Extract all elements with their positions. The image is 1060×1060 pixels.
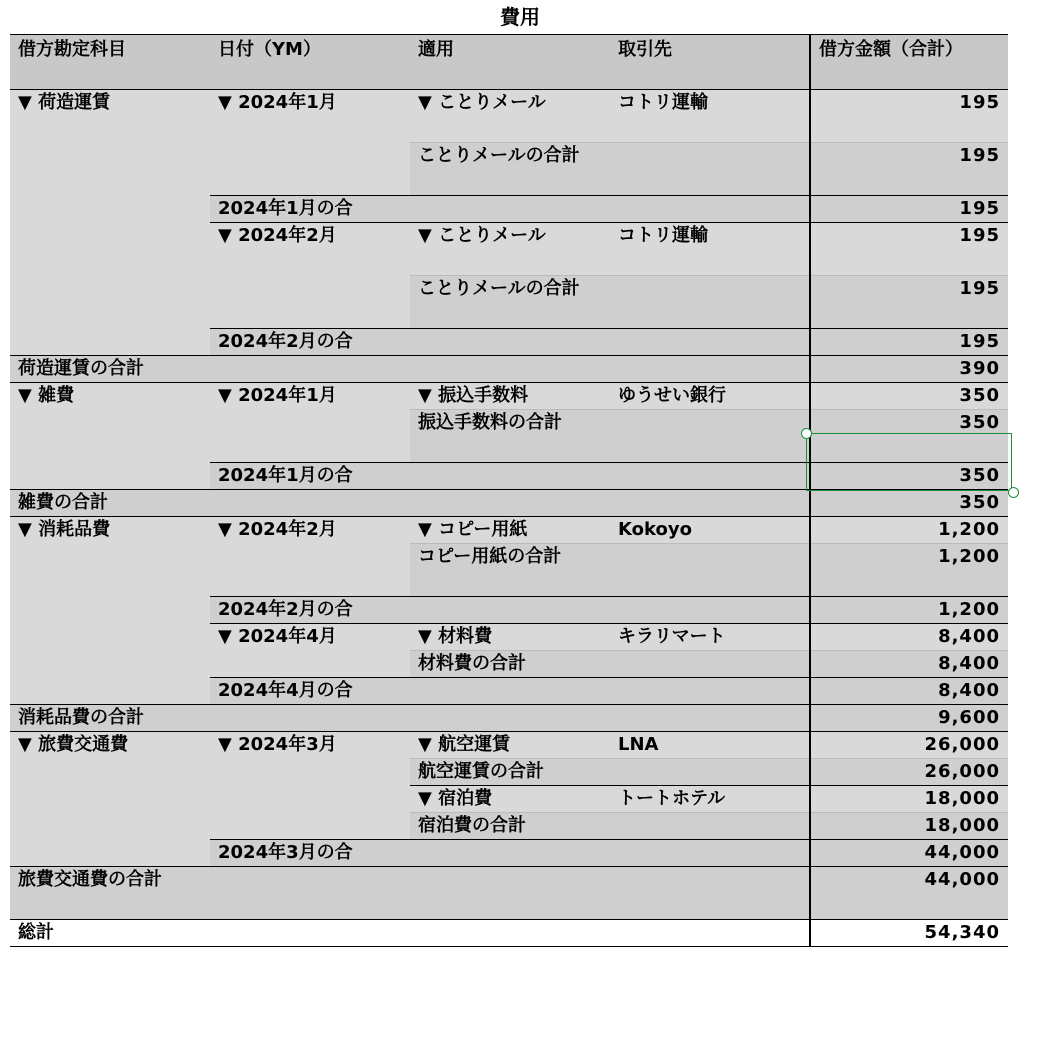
cell-date[interactable]: [210, 867, 410, 920]
cell-date[interactable]: [210, 813, 410, 840]
table-row: [10, 463, 1008, 490]
table-row: [10, 329, 1008, 356]
cell-account[interactable]: [10, 329, 210, 356]
table-row: [10, 597, 1008, 624]
cell-account[interactable]: ▼ 雑費: [10, 383, 210, 410]
cell-account[interactable]: 旅費交通費の合計: [10, 867, 210, 920]
cell-description[interactable]: 宿泊費の合計: [410, 813, 610, 840]
table-row: [10, 678, 1008, 705]
cell-date[interactable]: ▼ 2024年4月: [210, 624, 410, 651]
cell-description[interactable]: 材料費の合計: [410, 651, 610, 678]
table-row: [10, 143, 1008, 196]
cell-account[interactable]: 消耗品費の合計: [10, 705, 210, 732]
table-row: [10, 732, 1008, 759]
cell-date[interactable]: [210, 410, 410, 463]
cell-vendor[interactable]: [610, 329, 810, 356]
cell-vendor[interactable]: [610, 276, 810, 329]
cell-description[interactable]: [410, 597, 610, 624]
table-row: [10, 410, 1008, 463]
cell-vendor[interactable]: Kokoyo: [610, 517, 810, 544]
cell-description[interactable]: [410, 705, 610, 732]
table-row: [10, 705, 1008, 732]
cell-vendor[interactable]: [610, 813, 810, 840]
cell-vendor[interactable]: [610, 759, 810, 786]
cell-account[interactable]: [10, 276, 210, 329]
cell-amount[interactable]: 1,200: [810, 597, 1008, 624]
cell-amount[interactable]: 8,400: [810, 624, 1008, 651]
selection-handle-bottom-right[interactable]: [1008, 487, 1019, 498]
cell-description[interactable]: ▼ ことりメール: [410, 223, 610, 276]
cell-amount[interactable]: 195: [810, 223, 1008, 276]
cell-account[interactable]: [10, 840, 210, 867]
cell-account[interactable]: [10, 223, 210, 276]
cell-date[interactable]: ▼ 2024年3月: [210, 732, 410, 759]
cell-date[interactable]: [210, 356, 410, 383]
header-row: [10, 35, 1008, 90]
cell-vendor[interactable]: [610, 867, 810, 920]
cell-vendor[interactable]: コトリ運輸: [610, 223, 810, 276]
cell-description[interactable]: [410, 356, 610, 383]
cell-amount[interactable]: 195: [810, 143, 1008, 196]
cell-account[interactable]: [10, 597, 210, 624]
cell-vendor[interactable]: トートホテル: [610, 786, 810, 813]
cell-vendor[interactable]: [610, 356, 810, 383]
cell-account[interactable]: [10, 759, 210, 786]
cell-account[interactable]: [10, 624, 210, 651]
table-row: [10, 490, 1008, 517]
cell-amount[interactable]: 8,400: [810, 651, 1008, 678]
cell-description[interactable]: ▼ 材料費: [410, 624, 610, 651]
table-row: [10, 517, 1008, 544]
cell-description[interactable]: ▼ 航空運賃: [410, 732, 610, 759]
cell-description[interactable]: ▼ 振込手数料: [410, 383, 610, 410]
cell-account[interactable]: [10, 143, 210, 196]
cell-description[interactable]: [410, 463, 610, 490]
cell-date[interactable]: [210, 143, 410, 196]
cell-description[interactable]: [410, 920, 610, 947]
header-vendor[interactable]: 取引先: [610, 35, 810, 90]
cell-amount[interactable]: 18,000: [810, 786, 1008, 813]
cell-date[interactable]: 2024年4月の合: [210, 678, 410, 705]
header-description[interactable]: 適用: [410, 35, 610, 90]
cell-vendor[interactable]: [610, 651, 810, 678]
table-row: [10, 276, 1008, 329]
cell-date[interactable]: [210, 920, 410, 947]
cell-vendor[interactable]: [610, 410, 810, 463]
cell-date[interactable]: 2024年1月の合: [210, 196, 410, 223]
cell-amount[interactable]: 350: [810, 463, 1008, 490]
cell-vendor[interactable]: [610, 678, 810, 705]
cell-amount[interactable]: 1,200: [810, 517, 1008, 544]
cell-description[interactable]: ▼ 宿泊費: [410, 786, 610, 813]
cell-date[interactable]: ▼ 2024年2月: [210, 517, 410, 544]
cell-account[interactable]: ▼ 荷造運賃: [10, 90, 210, 143]
cell-amount[interactable]: 9,600: [810, 705, 1008, 732]
cell-vendor[interactable]: [610, 920, 810, 947]
cell-amount[interactable]: 8,400: [810, 678, 1008, 705]
cell-date[interactable]: ▼ 2024年2月: [210, 223, 410, 276]
cell-description[interactable]: [410, 840, 610, 867]
table-row: [10, 759, 1008, 786]
cell-account[interactable]: ▼ 消耗品費: [10, 517, 210, 544]
cell-vendor[interactable]: コトリ運輸: [610, 90, 810, 143]
table-row: [10, 223, 1008, 276]
cell-amount[interactable]: 18,000: [810, 813, 1008, 840]
cell-account[interactable]: [10, 678, 210, 705]
pivot-title: 費用: [500, 5, 540, 29]
cell-description[interactable]: [410, 329, 610, 356]
cell-description[interactable]: ▼ ことりメール: [410, 90, 610, 143]
cell-description[interactable]: 航空運賃の合計: [410, 759, 610, 786]
cell-vendor[interactable]: LNA: [610, 732, 810, 759]
cell-date[interactable]: ▼ 2024年1月: [210, 383, 410, 410]
cell-date[interactable]: [210, 786, 410, 813]
cell-date[interactable]: ▼ 2024年1月: [210, 90, 410, 143]
cell-description[interactable]: [410, 196, 610, 223]
cell-account[interactable]: [10, 196, 210, 223]
cell-description[interactable]: [410, 867, 610, 920]
pivot-table: [10, 34, 1008, 947]
cell-date[interactable]: [210, 759, 410, 786]
cell-amount[interactable]: 195: [810, 329, 1008, 356]
cell-account[interactable]: [10, 651, 210, 678]
cell-amount[interactable]: 26,000: [810, 759, 1008, 786]
cell-date[interactable]: [210, 544, 410, 597]
cell-date[interactable]: 2024年2月の合: [210, 329, 410, 356]
cell-amount[interactable]: 54,340: [810, 920, 1008, 947]
table-row: [10, 813, 1008, 840]
cell-vendor[interactable]: [610, 705, 810, 732]
header-date[interactable]: 日付（YM）: [210, 35, 410, 90]
cell-amount[interactable]: 195: [810, 276, 1008, 329]
cell-account[interactable]: ▼ 旅費交通費: [10, 732, 210, 759]
cell-amount[interactable]: 1,200: [810, 544, 1008, 597]
cell-amount[interactable]: 44,000: [810, 867, 1008, 920]
header-amount[interactable]: 借方金額（合計）: [810, 35, 1008, 90]
cell-vendor[interactable]: [610, 196, 810, 223]
cell-account[interactable]: [10, 463, 210, 490]
cell-description[interactable]: [410, 490, 610, 517]
cell-description[interactable]: ことりメールの合計: [410, 143, 610, 196]
cell-amount[interactable]: 26,000: [810, 732, 1008, 759]
cell-account[interactable]: 総計: [10, 920, 210, 947]
cell-amount[interactable]: 350: [810, 490, 1008, 517]
cell-description[interactable]: ことりメールの合計: [410, 276, 610, 329]
cell-account[interactable]: [10, 786, 210, 813]
cell-description[interactable]: コピー用紙の合計: [410, 544, 610, 597]
cell-vendor[interactable]: [610, 544, 810, 597]
cell-vendor[interactable]: [610, 597, 810, 624]
cell-account[interactable]: [10, 544, 210, 597]
cell-account[interactable]: [10, 410, 210, 463]
cell-vendor[interactable]: ゆうせい銀行: [610, 383, 810, 410]
cell-date[interactable]: [210, 490, 410, 517]
table-row: [10, 90, 1008, 143]
table-row: [10, 651, 1008, 678]
header-account[interactable]: 借方勘定科目: [10, 35, 210, 90]
table-row: [10, 840, 1008, 867]
cell-date[interactable]: [210, 276, 410, 329]
cell-account[interactable]: 雑費の合計: [10, 490, 210, 517]
cell-date[interactable]: [210, 651, 410, 678]
cell-vendor[interactable]: キラリマート: [610, 624, 810, 651]
cell-date[interactable]: 2024年2月の合: [210, 597, 410, 624]
cell-vendor[interactable]: [610, 490, 810, 517]
table-row: [10, 786, 1008, 813]
cell-description[interactable]: [410, 678, 610, 705]
cell-date[interactable]: 2024年3月の合: [210, 840, 410, 867]
selection-handle-top-left[interactable]: [801, 428, 812, 439]
table-row: [10, 624, 1008, 651]
cell-vendor[interactable]: [610, 143, 810, 196]
table-row: [10, 867, 1008, 920]
cell-amount[interactable]: 350: [810, 410, 1008, 463]
cell-vendor[interactable]: [610, 840, 810, 867]
cell-amount[interactable]: 390: [810, 356, 1008, 383]
table-row: [10, 544, 1008, 597]
table-row: [10, 196, 1008, 223]
cell-amount[interactable]: 195: [810, 196, 1008, 223]
cell-amount[interactable]: 195: [810, 90, 1008, 143]
table-row: [10, 356, 1008, 383]
table-row: [10, 383, 1008, 410]
cell-amount[interactable]: 44,000: [810, 840, 1008, 867]
cell-account[interactable]: [10, 813, 210, 840]
cell-date[interactable]: 2024年1月の合: [210, 463, 410, 490]
cell-account[interactable]: 荷造運賃の合計: [10, 356, 210, 383]
cell-description[interactable]: ▼ コピー用紙: [410, 517, 610, 544]
cell-amount[interactable]: 350: [810, 383, 1008, 410]
grand-total-row: [10, 920, 1008, 947]
cell-vendor[interactable]: [610, 463, 810, 490]
cell-description[interactable]: 振込手数料の合計: [410, 410, 610, 463]
cell-date[interactable]: [210, 705, 410, 732]
